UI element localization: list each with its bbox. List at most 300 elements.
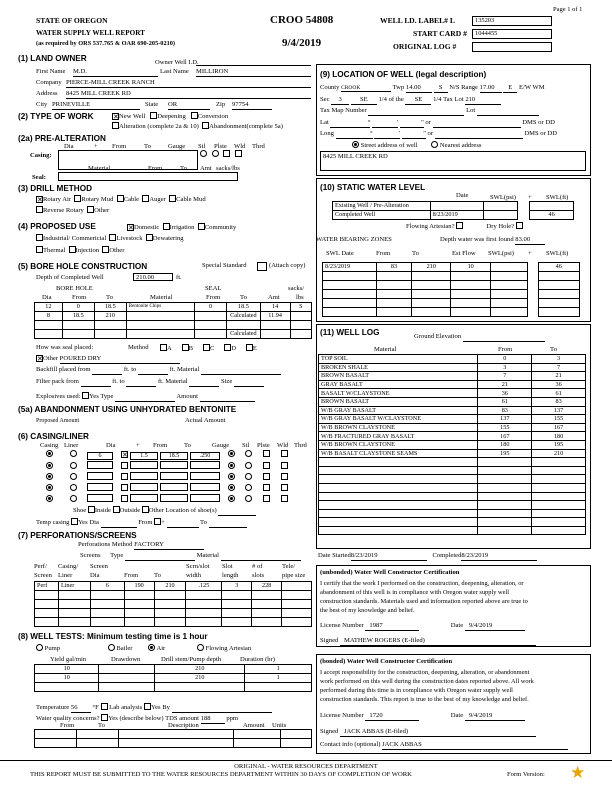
well-log-cell[interactable]: 195	[478, 449, 532, 458]
casing-dia-field[interactable]	[87, 494, 113, 502]
well-log-cell[interactable]: 167	[478, 432, 532, 441]
depth-completed-field[interactable]: 210.00	[133, 273, 173, 281]
casing-plste-radio[interactable]	[245, 484, 252, 491]
well-log-cell[interactable]	[319, 518, 478, 527]
water-quality-cell[interactable]	[280, 730, 312, 739]
bore-hole-cell[interactable]	[260, 330, 290, 339]
thermal-checkbox[interactable]	[36, 246, 43, 253]
well-log-cell[interactable]: W/B FRACTURED GRAY BASALT	[319, 432, 478, 441]
unbonded-date-field[interactable]: 9/4/2019	[465, 622, 525, 631]
well-test-cell[interactable]	[35, 683, 99, 692]
date-started-field[interactable]: 8/23/2019	[351, 552, 427, 561]
water-quality-cell[interactable]	[118, 730, 233, 739]
well-log-cell[interactable]: 0	[478, 355, 532, 364]
bore-hole-cell[interactable]: S	[290, 303, 311, 312]
last-name-field[interactable]: MILLIRON	[196, 68, 311, 77]
lab-analysis-checkbox[interactable]	[101, 703, 108, 710]
lat-sec[interactable]: "	[400, 119, 424, 128]
perf-cell[interactable]: 210	[154, 582, 186, 591]
bonded-signed-field[interactable]: JACK ABBAS (E-filed)	[340, 728, 536, 737]
wbz-cell[interactable]	[412, 272, 451, 281]
wbz-cell[interactable]	[323, 308, 377, 317]
quarter2-field[interactable]: SE	[405, 96, 431, 105]
perf-cell[interactable]	[282, 609, 312, 618]
bore-hole-cell[interactable]: 8	[35, 312, 63, 321]
backfill-material-field[interactable]	[201, 366, 281, 375]
casing-radio[interactable]	[46, 473, 53, 480]
method-e-checkbox[interactable]	[246, 344, 253, 351]
wbz-cell[interactable]	[412, 308, 451, 317]
well-log-cell[interactable]: 61	[478, 397, 532, 406]
well-log-cell[interactable]	[532, 518, 586, 527]
temp-dia-field[interactable]	[101, 519, 137, 528]
well-log-cell[interactable]	[319, 501, 478, 510]
well-log-cell[interactable]: 3	[532, 355, 586, 364]
well-log-cell[interactable]: 137	[532, 406, 586, 415]
ns-field[interactable]: S	[434, 84, 448, 93]
wbz-cell[interactable]	[376, 308, 411, 317]
bore-hole-cell[interactable]	[195, 321, 227, 330]
perf-cell[interactable]	[90, 609, 124, 618]
well-log-cell[interactable]: 83	[532, 397, 586, 406]
well-log-cell[interactable]: 36	[532, 380, 586, 389]
water-quality-cell[interactable]	[118, 739, 233, 748]
well-log-cell[interactable]	[319, 492, 478, 501]
dewatering-checkbox[interactable]	[146, 234, 153, 241]
swl-cell[interactable]	[484, 202, 518, 211]
well-log-cell[interactable]	[532, 526, 586, 535]
casing-thrd-checkbox[interactable]	[281, 473, 288, 480]
unbonded-license-field[interactable]: 1987	[365, 622, 419, 631]
wbz-cell[interactable]	[538, 290, 580, 299]
reverse-rotary-checkbox[interactable]	[36, 206, 43, 213]
well-log-cell[interactable]: 36	[478, 389, 532, 398]
perf-cell[interactable]	[124, 600, 154, 609]
well-log-cell[interactable]: W/B BROWN CLAYSTONE	[319, 440, 478, 449]
backfill-from-field[interactable]	[92, 366, 122, 375]
new-well-checkbox[interactable]: ✕	[113, 113, 119, 121]
well-log-cell[interactable]	[478, 466, 532, 475]
perf-cell[interactable]: 190	[124, 582, 154, 591]
water-quality-cell[interactable]	[234, 730, 280, 739]
casing-from-field[interactable]	[130, 472, 158, 480]
bore-hole-cell[interactable]	[126, 321, 194, 330]
pre-alt-plste-radio[interactable]	[212, 150, 219, 157]
well-log-cell[interactable]: W/B GRAY BASALT W/CLAYSTONE	[319, 415, 478, 424]
swl-cell[interactable]	[518, 202, 530, 211]
casing-wld-checkbox[interactable]	[263, 462, 270, 469]
well-log-cell[interactable]: BASALT W/CLAYSTONE	[319, 389, 478, 398]
well-log-cell[interactable]	[319, 526, 478, 535]
well-log-cell[interactable]: BROWN BASALT	[319, 372, 478, 381]
temp-from-field[interactable]	[167, 519, 199, 528]
dry-hole-checkbox[interactable]	[516, 222, 523, 229]
well-log-cell[interactable]	[319, 458, 478, 467]
bore-hole-cell[interactable]	[195, 312, 227, 321]
swl-cell[interactable]	[530, 202, 574, 211]
perf-cell[interactable]	[124, 618, 154, 627]
alteration-checkbox[interactable]	[112, 122, 119, 129]
shoe-location-field[interactable]	[218, 507, 256, 516]
casing-dia-field[interactable]	[87, 461, 113, 469]
casing-stl-radio[interactable]	[228, 450, 235, 457]
well-log-cell[interactable]: W/B GRAY BASALT	[319, 406, 478, 415]
well-address-field[interactable]	[320, 151, 586, 171]
perf-cell[interactable]	[186, 609, 222, 618]
well-log-cell[interactable]: 180	[478, 440, 532, 449]
wbz-cell[interactable]	[528, 290, 538, 299]
well-log-cell[interactable]: 83	[478, 406, 532, 415]
pre-alt-casing-fields[interactable]	[58, 150, 198, 170]
casing-thrd-checkbox[interactable]	[281, 484, 288, 491]
well-log-cell[interactable]	[532, 483, 586, 492]
casing-radio[interactable]	[46, 450, 53, 457]
well-test-cell[interactable]	[245, 683, 312, 692]
well-log-cell[interactable]: GRAY BASALT	[319, 380, 478, 389]
casing-gauge-field[interactable]: .250	[190, 452, 220, 460]
casing-from-field[interactable]: 1.5	[130, 452, 158, 460]
bore-hole-cell[interactable]	[94, 321, 126, 330]
street-address-radio[interactable]	[352, 141, 359, 148]
wbz-cell[interactable]: 83	[376, 263, 411, 272]
casing-plus-checkbox[interactable]	[121, 473, 128, 480]
perf-cell[interactable]	[35, 609, 59, 618]
well-test-cell[interactable]	[99, 683, 155, 692]
well-log-cell[interactable]: W/B BASALT CLAYSTONE SEAMS	[319, 449, 478, 458]
nearest-address-radio[interactable]	[431, 141, 438, 148]
perf-cell[interactable]: 3	[222, 582, 252, 591]
casing-from-field[interactable]	[130, 461, 158, 469]
well-log-cell[interactable]: TOP SOIL	[319, 355, 478, 364]
water-quality-cell[interactable]	[35, 739, 77, 748]
first-found-field[interactable]: 83.00	[515, 236, 545, 245]
tax-map-field[interactable]	[368, 107, 464, 116]
bore-hole-cell[interactable]: Calculated	[227, 330, 261, 339]
casing-wld-checkbox[interactable]	[263, 495, 270, 502]
long-min[interactable]: '	[374, 130, 400, 139]
explosives-amount-field[interactable]	[200, 393, 255, 402]
perf-cell[interactable]	[35, 591, 59, 600]
twp-field[interactable]: 14.00	[406, 84, 432, 93]
bore-hole-cell[interactable]	[290, 312, 311, 321]
sec-field[interactable]: 3	[331, 96, 349, 105]
casing-thrd-checkbox[interactable]	[281, 450, 288, 457]
casing-to-field[interactable]	[160, 494, 188, 502]
bore-hole-cell[interactable]	[94, 330, 126, 339]
well-log-cell[interactable]: 167	[532, 423, 586, 432]
cable-checkbox[interactable]	[117, 195, 124, 202]
casing-gauge-field[interactable]	[190, 494, 220, 502]
bore-hole-cell[interactable]: 18.5	[227, 303, 261, 312]
wbz-cell[interactable]	[528, 263, 538, 272]
wbz-cell[interactable]	[490, 308, 527, 317]
liner-radio[interactable]	[70, 484, 77, 491]
perf-cell[interactable]	[222, 618, 252, 627]
wbz-cell[interactable]	[451, 290, 490, 299]
perf-cell[interactable]	[252, 591, 282, 600]
casing-gauge-field[interactable]	[190, 472, 220, 480]
wbz-cell[interactable]	[538, 308, 580, 317]
wbz-cell[interactable]	[490, 290, 527, 299]
long-dd-field[interactable]	[435, 130, 523, 139]
bore-hole-cell[interactable]: 0	[62, 303, 94, 312]
lot-field[interactable]	[477, 107, 539, 116]
lat-dd-field[interactable]	[433, 119, 521, 128]
wbz-cell[interactable]	[323, 299, 377, 308]
bore-hole-cell[interactable]	[62, 321, 94, 330]
bore-hole-cell[interactable]	[227, 321, 261, 330]
filter-to-field[interactable]	[126, 378, 156, 387]
industrial-checkbox[interactable]	[36, 234, 43, 241]
perf-cell[interactable]	[154, 600, 186, 609]
perf-cell[interactable]	[282, 591, 312, 600]
perf-cell[interactable]	[222, 591, 252, 600]
long-deg[interactable]: °	[336, 130, 373, 139]
well-test-cell[interactable]: 210	[155, 665, 245, 674]
well-test-cell[interactable]: 1	[245, 665, 312, 674]
well-log-cell[interactable]: W/B BROWN CLAYSTONE	[319, 423, 478, 432]
perf-cell[interactable]	[35, 600, 59, 609]
well-log-cell[interactable]	[319, 475, 478, 484]
original-log-field[interactable]	[472, 42, 552, 52]
well-log-cell[interactable]: 7	[532, 363, 586, 372]
casing-dia-field[interactable]	[87, 483, 113, 491]
well-log-cell[interactable]: 3	[478, 363, 532, 372]
swl-cell[interactable]	[430, 202, 484, 211]
bore-hole-cell[interactable]: 12	[35, 303, 63, 312]
backfill-to-field[interactable]	[138, 366, 168, 375]
well-log-cell[interactable]: BROKEN SHALE	[319, 363, 478, 372]
perf-cell[interactable]	[154, 609, 186, 618]
pre-alt-wld-checkbox[interactable]	[223, 150, 230, 157]
well-log-cell[interactable]	[532, 492, 586, 501]
shoe-outside-checkbox[interactable]	[113, 506, 120, 513]
well-log-cell[interactable]: 137	[478, 415, 532, 424]
perf-cell[interactable]	[90, 591, 124, 600]
casing-radio[interactable]	[46, 462, 53, 469]
air-radio[interactable]	[148, 644, 155, 651]
method-a-checkbox[interactable]	[160, 344, 167, 351]
first-name-field[interactable]: M.D.	[73, 68, 158, 77]
well-test-cell[interactable]: 210	[155, 674, 245, 683]
well-test-cell[interactable]: 1	[245, 674, 312, 683]
unbonded-signed-field[interactable]: MATHEW ROGERS (E-filed)	[340, 637, 536, 646]
wbz-cell[interactable]	[528, 281, 538, 290]
contact-field[interactable]: JACK ABBAS	[382, 741, 568, 750]
well-log-cell[interactable]	[478, 518, 532, 527]
swl-cell[interactable]	[518, 211, 530, 220]
water-quality-cell[interactable]	[76, 730, 118, 739]
perf-cell[interactable]	[222, 609, 252, 618]
swl-cell[interactable]	[484, 211, 518, 220]
lat-min[interactable]: '	[372, 119, 398, 128]
well-log-cell[interactable]	[532, 475, 586, 484]
casing-wld-checkbox[interactable]	[263, 484, 270, 491]
water-quality-cell[interactable]	[76, 739, 118, 748]
bore-hole-cell[interactable]: 11.94	[260, 312, 290, 321]
quarter1-field[interactable]: SE	[351, 96, 377, 105]
casing-radio[interactable]	[46, 484, 53, 491]
perf-cell[interactable]: Perf	[35, 582, 59, 591]
casing-plste-radio[interactable]	[245, 473, 252, 480]
casing-plus-checkbox[interactable]	[121, 495, 128, 502]
perf-cell[interactable]	[282, 618, 312, 627]
bonded-license-field[interactable]: 1720	[365, 712, 419, 721]
well-log-cell[interactable]	[532, 501, 586, 510]
ew-field[interactable]: E	[503, 84, 517, 93]
casing-plste-radio[interactable]	[245, 450, 252, 457]
tax-lot-field[interactable]: 210	[465, 96, 501, 105]
well-log-cell[interactable]	[319, 483, 478, 492]
wbz-cell[interactable]: 210	[412, 263, 451, 272]
method-c-checkbox[interactable]	[203, 344, 210, 351]
casing-wld-checkbox[interactable]	[263, 450, 270, 457]
temp-to-field[interactable]	[209, 519, 247, 528]
casing-from-field[interactable]	[130, 483, 158, 491]
bore-hole-cell[interactable]: 14	[260, 303, 290, 312]
casing-plste-radio[interactable]	[245, 495, 252, 502]
perf-cell[interactable]	[58, 618, 90, 627]
well-log-cell[interactable]: 21	[478, 380, 532, 389]
city-field[interactable]: PRINEVILLE	[52, 101, 140, 110]
well-log-cell[interactable]	[478, 509, 532, 518]
county-field[interactable]: CROOK	[341, 85, 391, 92]
well-log-cell[interactable]	[478, 458, 532, 467]
casing-plus-checkbox[interactable]: ✕	[122, 451, 128, 459]
well-log-cell[interactable]: 7	[478, 372, 532, 381]
wbz-cell[interactable]	[376, 272, 411, 281]
perf-cell[interactable]	[35, 618, 59, 627]
bore-hole-cell[interactable]	[195, 330, 227, 339]
owner-well-id-field[interactable]	[196, 65, 311, 66]
bore-hole-cell[interactable]: Bentonite Chips	[126, 303, 194, 312]
well-test-cell[interactable]	[155, 683, 245, 692]
wbz-cell[interactable]	[451, 272, 490, 281]
long-sec[interactable]: "	[402, 130, 426, 139]
filter-material-field[interactable]	[189, 378, 219, 387]
tds-field[interactable]: 188	[201, 715, 225, 724]
screens-material-field[interactable]	[221, 552, 301, 561]
perf-method-field[interactable]: FACTORY	[134, 541, 204, 550]
casing-plus-checkbox[interactable]	[121, 484, 128, 491]
well-log-cell[interactable]: 180	[532, 432, 586, 441]
bore-hole-cell[interactable]: Calculated	[227, 312, 261, 321]
casing-radio[interactable]	[46, 495, 53, 502]
irrigation-checkbox[interactable]	[163, 223, 170, 230]
casing-to-field[interactable]	[160, 472, 188, 480]
wbz-cell[interactable]	[323, 272, 377, 281]
method-b-checkbox[interactable]	[182, 344, 189, 351]
liner-radio[interactable]	[70, 495, 77, 502]
water-quality-cell[interactable]	[35, 730, 77, 739]
injection-checkbox[interactable]	[69, 246, 76, 253]
perf-cell[interactable]: 6	[90, 582, 124, 591]
state-field[interactable]: OR	[168, 101, 210, 110]
perf-cell[interactable]	[154, 618, 186, 627]
perf-cell[interactable]: Liner	[58, 582, 90, 591]
screens-type-field[interactable]	[125, 552, 195, 561]
perf-cell[interactable]	[58, 600, 90, 609]
perf-cell[interactable]	[58, 609, 90, 618]
temperature-field[interactable]: 56	[71, 704, 91, 713]
shoe-inside-checkbox[interactable]	[88, 506, 95, 513]
well-log-cell[interactable]	[319, 466, 478, 475]
well-test-cell[interactable]: 10	[35, 674, 99, 683]
wbz-cell[interactable]	[538, 272, 580, 281]
well-log-cell[interactable]	[478, 526, 532, 535]
well-label-field[interactable]: 135203	[472, 16, 552, 26]
perf-cell[interactable]	[282, 600, 312, 609]
well-log-cell[interactable]: 61	[532, 389, 586, 398]
water-quality-cell[interactable]	[280, 739, 312, 748]
casing-to-field[interactable]	[160, 461, 188, 469]
bore-hole-cell[interactable]	[290, 330, 311, 339]
wbz-cell[interactable]: 8/23/2019	[323, 263, 377, 272]
casing-stl-radio[interactable]	[228, 473, 235, 480]
wbz-cell[interactable]	[323, 290, 377, 299]
casing-plste-radio[interactable]	[245, 462, 252, 469]
wbz-cell[interactable]	[412, 290, 451, 299]
lab-by-field[interactable]	[172, 704, 272, 713]
company-field[interactable]: PIERCE-MILL CREEK RANCH	[66, 79, 311, 88]
special-standard-checkbox[interactable]	[257, 262, 267, 271]
pre-alt-seal-fields[interactable]	[58, 172, 238, 181]
perf-cell[interactable]: 228	[252, 582, 282, 591]
well-log-cell[interactable]	[319, 509, 478, 518]
casing-gauge-field[interactable]	[190, 461, 220, 469]
perf-cell[interactable]	[186, 618, 222, 627]
well-test-cell[interactable]	[99, 665, 155, 674]
bore-hole-cell[interactable]: 210	[94, 312, 126, 321]
domestic-checkbox[interactable]: ✕	[128, 224, 134, 232]
swl-cell[interactable]: 46	[530, 211, 574, 220]
community-checkbox[interactable]	[198, 223, 205, 230]
perf-cell[interactable]	[58, 591, 90, 600]
casing-stl-radio[interactable]	[228, 495, 235, 502]
wbz-cell[interactable]	[538, 299, 580, 308]
bore-hole-cell[interactable]	[126, 312, 194, 321]
perf-cell[interactable]	[222, 600, 252, 609]
wbz-cell[interactable]: 10	[451, 263, 490, 272]
wbz-cell[interactable]	[528, 272, 538, 281]
explosives-type-field[interactable]	[115, 393, 175, 402]
perf-cell[interactable]: .125	[186, 582, 222, 591]
bore-hole-cell[interactable]: 18.5	[94, 303, 126, 312]
perf-cell[interactable]	[186, 600, 222, 609]
perf-cell[interactable]	[252, 600, 282, 609]
swl-cell[interactable]: 8/23/2019	[430, 211, 484, 220]
perf-cell[interactable]	[124, 591, 154, 600]
well-log-cell[interactable]: 21	[532, 372, 586, 381]
ground-elevation-field[interactable]	[463, 333, 545, 342]
bore-hole-cell[interactable]: 0	[195, 303, 227, 312]
pre-alt-stl-radio[interactable]	[200, 150, 207, 157]
casing-dia-field[interactable]	[87, 472, 113, 480]
bore-hole-cell[interactable]	[35, 330, 63, 339]
lat-deg[interactable]: °	[330, 119, 370, 128]
casing-from-field[interactable]	[130, 494, 158, 502]
wbz-cell[interactable]	[376, 290, 411, 299]
well-log-cell[interactable]	[478, 483, 532, 492]
perf-cell[interactable]	[90, 600, 124, 609]
bore-hole-cell[interactable]	[35, 321, 63, 330]
well-log-cell[interactable]	[478, 475, 532, 484]
well-log-cell[interactable]	[532, 466, 586, 475]
wbz-cell[interactable]	[412, 281, 451, 290]
wbz-cell[interactable]	[451, 308, 490, 317]
bore-hole-cell[interactable]: 18.5	[62, 312, 94, 321]
well-log-cell[interactable]: 210	[532, 449, 586, 458]
